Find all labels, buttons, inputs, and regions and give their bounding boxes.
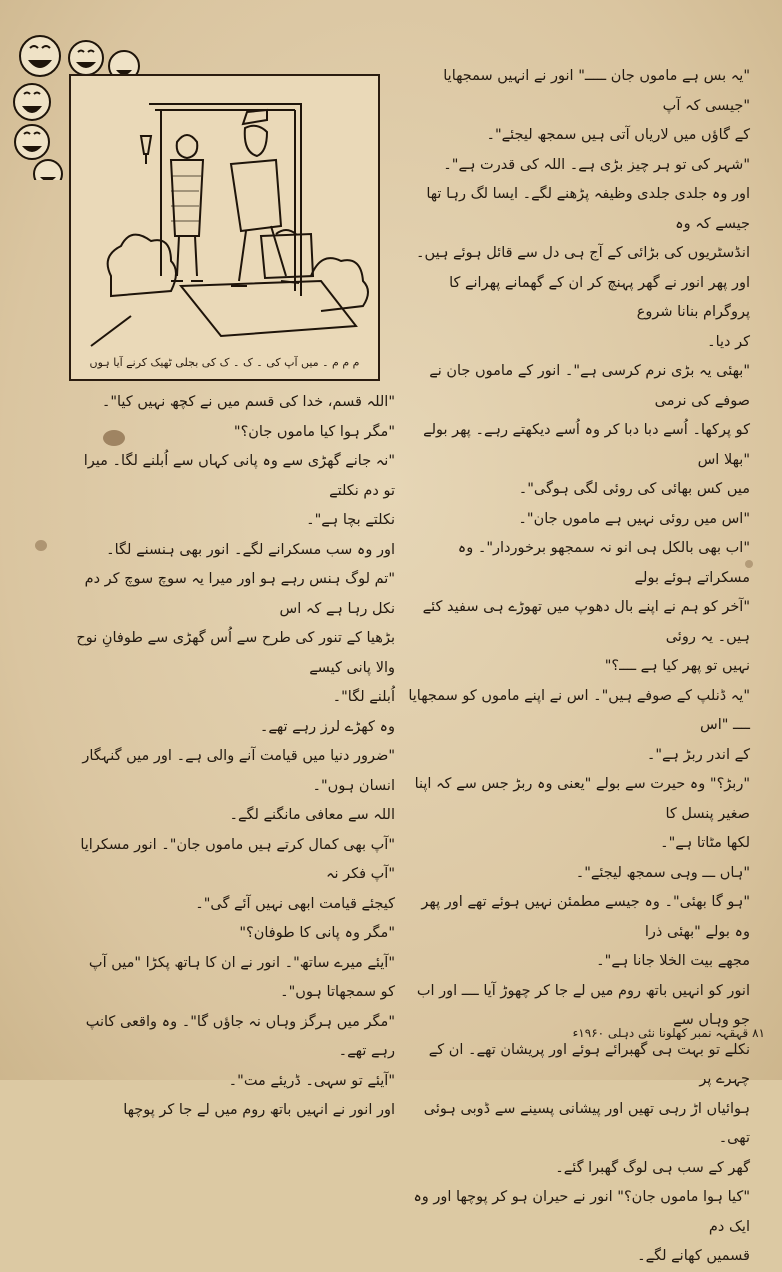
text-line: مجھے بیت الخلا جانا ہے"۔ — [596, 953, 750, 969]
text-line: "ضرور دنیا میں قیامت آنے والی ہے۔ اور میں گنہگار انسان ہوں"۔ — [82, 748, 395, 794]
text-line: "نہ جانے گھڑی سے وہ پانی کہاں سے اُبلنے لگا۔ میرا تو دم نکلتے — [83, 453, 395, 499]
text-line: "آخر کو ہم نے اپنے بال دھوپ میں تھوڑے ہی سفید کئے ہیں۔ یہ روئی — [422, 599, 750, 645]
text-line: "مگر ہوا کیا ماموں جان؟" — [233, 423, 395, 440]
text-line: "آپ بھی کمال کرتے ہیں ماموں جان"۔ انور مسکرایا "آپ فکر نہ — [80, 836, 395, 882]
text-line: قسمیں کھانے لگے۔ — [637, 1248, 750, 1264]
text-line: انور کو انہیں باتھ روم میں لے جا کر چھوڑ آیا ــــ اور اب جو وہاں سے — [416, 982, 750, 1028]
text-line: کے اندر ربڑ ہے"۔ — [646, 746, 750, 763]
cartoon-drawing — [71, 76, 378, 379]
text-line: کے گاؤں میں لاریاں آتی ہیں سمجھ لیجئے"۔ — [486, 127, 750, 143]
text-line: نکلتے بچا ہے"۔ — [306, 512, 395, 528]
text-line: "ربڑ؟" وہ حیرت سے بولے "یعنی وہ ربڑ جس سے کہ اپنا صغیر پنسل کا — [414, 776, 750, 822]
text-line: "کیا ہوا ماموں جان؟" انور نے حیران ہو کر پوچھا اور وہ ایک دم — [413, 1189, 750, 1235]
text-line: "بھئی یہ بڑی نرم کرسی ہے"۔ انور کے ماموں جان نے صوفے کی نرمی — [429, 363, 750, 409]
text-line: لکھا مٹاتا ہے"۔ — [660, 835, 750, 851]
text-line: "اللہ قسم، خدا کی قسم میں نے کچھ نہیں کیا"۔ — [101, 394, 395, 410]
text-line: میں کس بھائی کی روئی لگی ہوگی"۔ — [518, 481, 750, 497]
text-line: انڈسٹریوں کی بڑائی کے آج ہی دل سے قائل ہوئے ہیں۔ — [416, 245, 750, 261]
text-line: اور وہ سب مسکرانے لگے۔ انور بھی ہنسنے لگا۔ — [106, 541, 395, 558]
cartoon-caption: م م م ۔ میں آپ کی ۔ ک ۔ ک کی بجلی ٹھیک کرنے آیا ہوں — [89, 356, 360, 369]
text-line: ہوائیاں اڑ رہی تھیں اور پیشانی پسینے سے ڈوبی ہوئی تھی۔ — [423, 1100, 750, 1146]
text-line: "مگر میں ہرگز وہاں نہ جاؤں گا"۔ وہ واقعی کانپ رہے تھے۔ — [85, 1013, 395, 1059]
text-line: "اس میں روئی نہیں ہے ماموں جان"۔ — [518, 510, 750, 527]
text-line: نہیں تو پھر کیا ہے ــــ؟" — [604, 658, 750, 674]
text-line: "ہاں ـــ وہی سمجھ لیجئے"۔ — [575, 864, 750, 881]
text-line: "یہ ڈنلپ کے صوفے ہیں"۔ اس نے اپنے ماموں کو سمجھایا ــــ "اس — [408, 687, 750, 733]
page-footer: ۸۱ قہقہہ نمبر کھلونا نئی دہلی ۱۹۶۰ء — [572, 1026, 765, 1040]
text-line: کر دیا۔ — [707, 333, 750, 350]
text-line: "آیئے تو سہی۔ ڈریئے مت"۔ — [228, 1072, 395, 1089]
cartoon-illustration — [69, 74, 380, 381]
text-line: "تم لوگ ہنس رہے ہو اور میرا یہ سوچ سوچ کر دم نکل رہا ہے کہ اس — [84, 571, 395, 617]
text-line: اور پھر انور نے گھر پہنچ کر ان کے گھمانے پھرانے کا پروگرام بنانا شروع — [449, 274, 750, 320]
text-line: کو پرکھا۔ اُسے دبا دبا کر وہ اُسے دیکھتے رہے۔ پھر بولے "بھلا اس — [423, 422, 750, 468]
text-line: "یہ بس ہے ماموں جان ـــــ" انور نے انہیں سمجھایا "جیسی کہ آپ — [443, 68, 750, 114]
text-line: کیجئے قیامت ابھی نہیں آئے گی"۔ — [195, 895, 395, 912]
text-line: اور وہ جلدی جلدی وظیفہ پڑھنے لگے۔ ایسا لگ رہا تھا جیسے کہ وہ — [426, 186, 750, 232]
ink-stain — [35, 540, 47, 551]
text-column-left — [70, 388, 395, 1126]
text-line: گھر کے سب ہی لوگ گھبرا گئے۔ — [555, 1159, 750, 1176]
text-line: "مگر وہ پانی کا طوفان؟" — [239, 925, 395, 941]
text-line: اللہ سے معافی مانگنے لگے۔ — [229, 807, 395, 823]
text-line: اُبلنے لگا"۔ — [332, 689, 395, 705]
text-line: وہ کھڑے لرز رہے تھے۔ — [259, 718, 395, 735]
text-line: نکلے تو بہت ہی گھبرائے ہوئے اور پریشان تھے۔ ان کے چہرے پر — [428, 1041, 750, 1087]
text-line: "اب بھی بالکل ہی انو نہ سمجھو برخوردار"۔ وہ مسکراتے ہوئے بولے — [457, 540, 750, 586]
text-column-right — [405, 62, 750, 1272]
text-line: "ہو گا بھئی"۔ وہ جیسے مطمئن نہیں ہوئے تھے اور پھر وہ بولے "بھئی ذرا — [421, 894, 750, 940]
text-line: "آیئے میرے ساتھ"۔ انور نے ان کا ہاتھ پکڑا "میں آپ کو سمجھاتا ہوں"۔ — [88, 954, 395, 1000]
text-line: "شہر کی تو ہر چیز بڑی ہے۔ اللہ کی قدرت ہے"۔ — [443, 156, 750, 173]
text-line: بڑھیا کے تنور کی طرح سے اُس گھڑی سے طوفانِ نوح والا پانی کیسے — [76, 630, 395, 676]
text-line: اور انور نے انہیں باتھ روم میں لے جا کر پوچھا — [123, 1102, 395, 1118]
